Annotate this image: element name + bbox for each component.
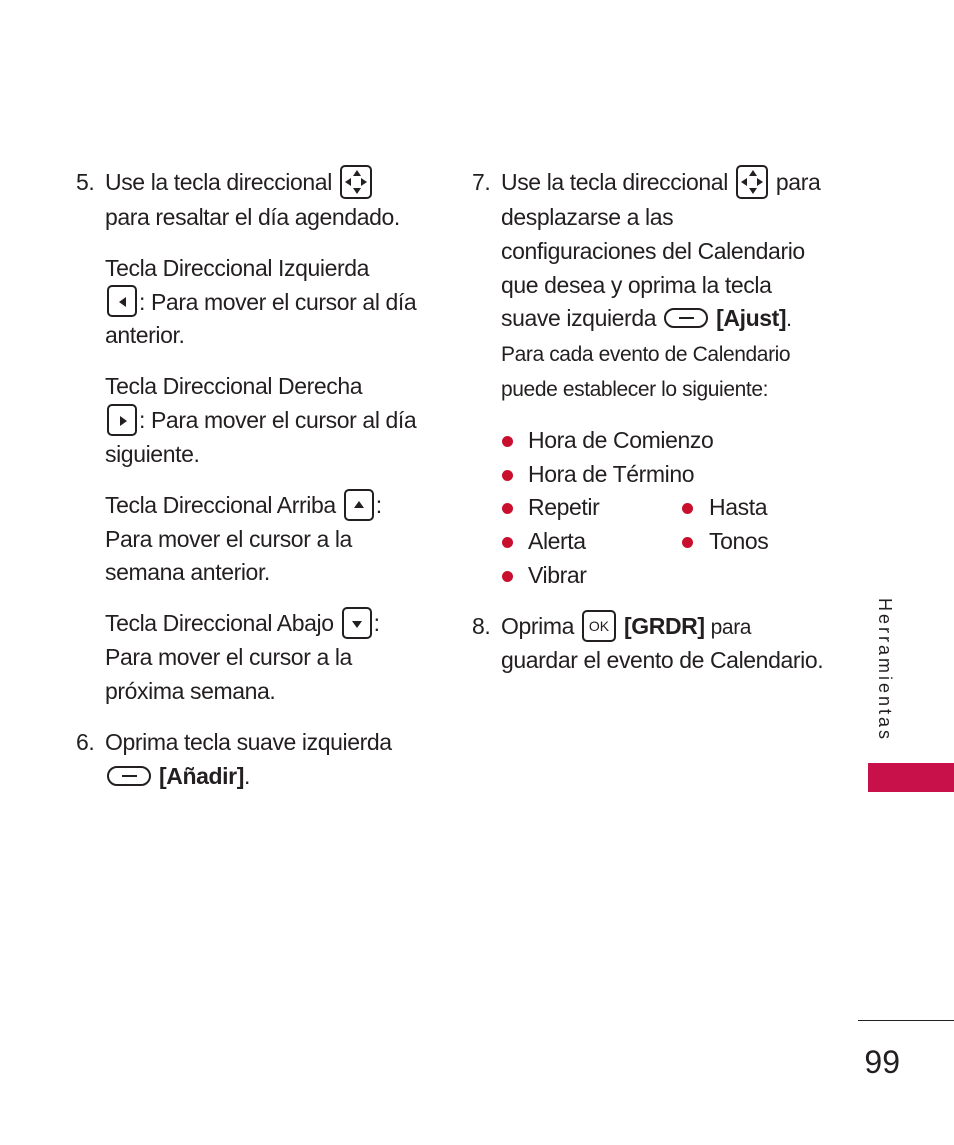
softkey-label: [GRDR]	[624, 612, 705, 639]
section-tab	[868, 763, 954, 792]
key-desc: Para mover el cursor a la próxima semana.	[105, 644, 352, 704]
step-text: Oprima	[501, 612, 575, 639]
left-column	[76, 166, 436, 793]
step-7	[472, 166, 832, 407]
right-key-description	[76, 370, 436, 472]
step-6	[76, 726, 436, 794]
list-item-pair	[501, 525, 832, 559]
list-item: Tonos	[682, 525, 768, 559]
right-arrow-key-icon	[107, 404, 137, 436]
key-desc: :	[375, 491, 382, 518]
key-title: Tecla Direccional Derecha	[105, 373, 363, 400]
down-key-description	[76, 607, 436, 709]
key-title: Tecla Direccional Abajo	[105, 610, 334, 637]
step-text: para resaltar el día agendado.	[105, 203, 400, 230]
step-8	[472, 610, 832, 679]
step-text: . Para cada evento de Calendario puede establecer lo siguiente:	[501, 308, 792, 401]
footer-divider	[858, 1020, 954, 1021]
step-text: .	[243, 762, 250, 789]
step-text: guardar el evento de Calendario.	[501, 647, 824, 674]
list-item: Hasta	[682, 491, 767, 525]
step-text: Oprima tecla suave izquierda	[105, 728, 392, 755]
left-arrow-key-icon	[107, 285, 137, 317]
key-desc: : Para mover el cursor al día siguiente.	[105, 407, 417, 467]
list-item: Vibrar	[501, 559, 832, 593]
key-desc: :	[373, 610, 380, 637]
step-text: para desplazarse a las configuraciones del Calendario que desea y oprima la tecla suave izquierda	[501, 169, 821, 332]
key-title: Tecla Direccional Izquierda	[105, 254, 370, 281]
step-5	[76, 166, 436, 235]
section-label: Herramientas	[875, 598, 895, 743]
right-column	[472, 166, 832, 678]
step-text: para	[710, 615, 752, 639]
list-item: Hora de Término	[501, 458, 832, 492]
down-arrow-key-icon	[342, 607, 372, 639]
left-soft-key-icon	[664, 308, 708, 328]
key-title: Tecla Direccional Arriba	[105, 491, 336, 518]
step-number: 5.	[76, 169, 95, 195]
left-soft-key-icon	[107, 766, 151, 786]
key-desc: : Para mover el cursor al día anterior.	[105, 288, 417, 349]
softkey-label: [Ajust]	[716, 305, 787, 332]
step-number: 8.	[472, 612, 491, 639]
list-item: Hora de Comienzo	[501, 424, 832, 458]
step-number: 7.	[472, 169, 491, 195]
step-number: 6.	[76, 728, 95, 755]
list-item: Alerta	[528, 528, 586, 555]
up-arrow-key-icon	[344, 489, 374, 521]
key-desc: Para mover el cursor a la semana anterior.	[105, 525, 352, 586]
directional-key-icon	[736, 165, 768, 199]
step-text: Use la tecla direccional	[501, 169, 728, 195]
ok-key-icon: OK	[582, 610, 616, 642]
left-key-description	[76, 252, 436, 354]
directional-key-icon	[340, 165, 372, 199]
page-number: 99	[864, 1044, 900, 1080]
list-item-pair	[501, 491, 832, 525]
up-key-description	[76, 489, 436, 591]
settings-list	[472, 424, 832, 593]
step-text: Use la tecla direccional	[105, 169, 332, 195]
softkey-label: [Añadir]	[159, 762, 244, 789]
list-item: Repetir	[528, 494, 600, 521]
